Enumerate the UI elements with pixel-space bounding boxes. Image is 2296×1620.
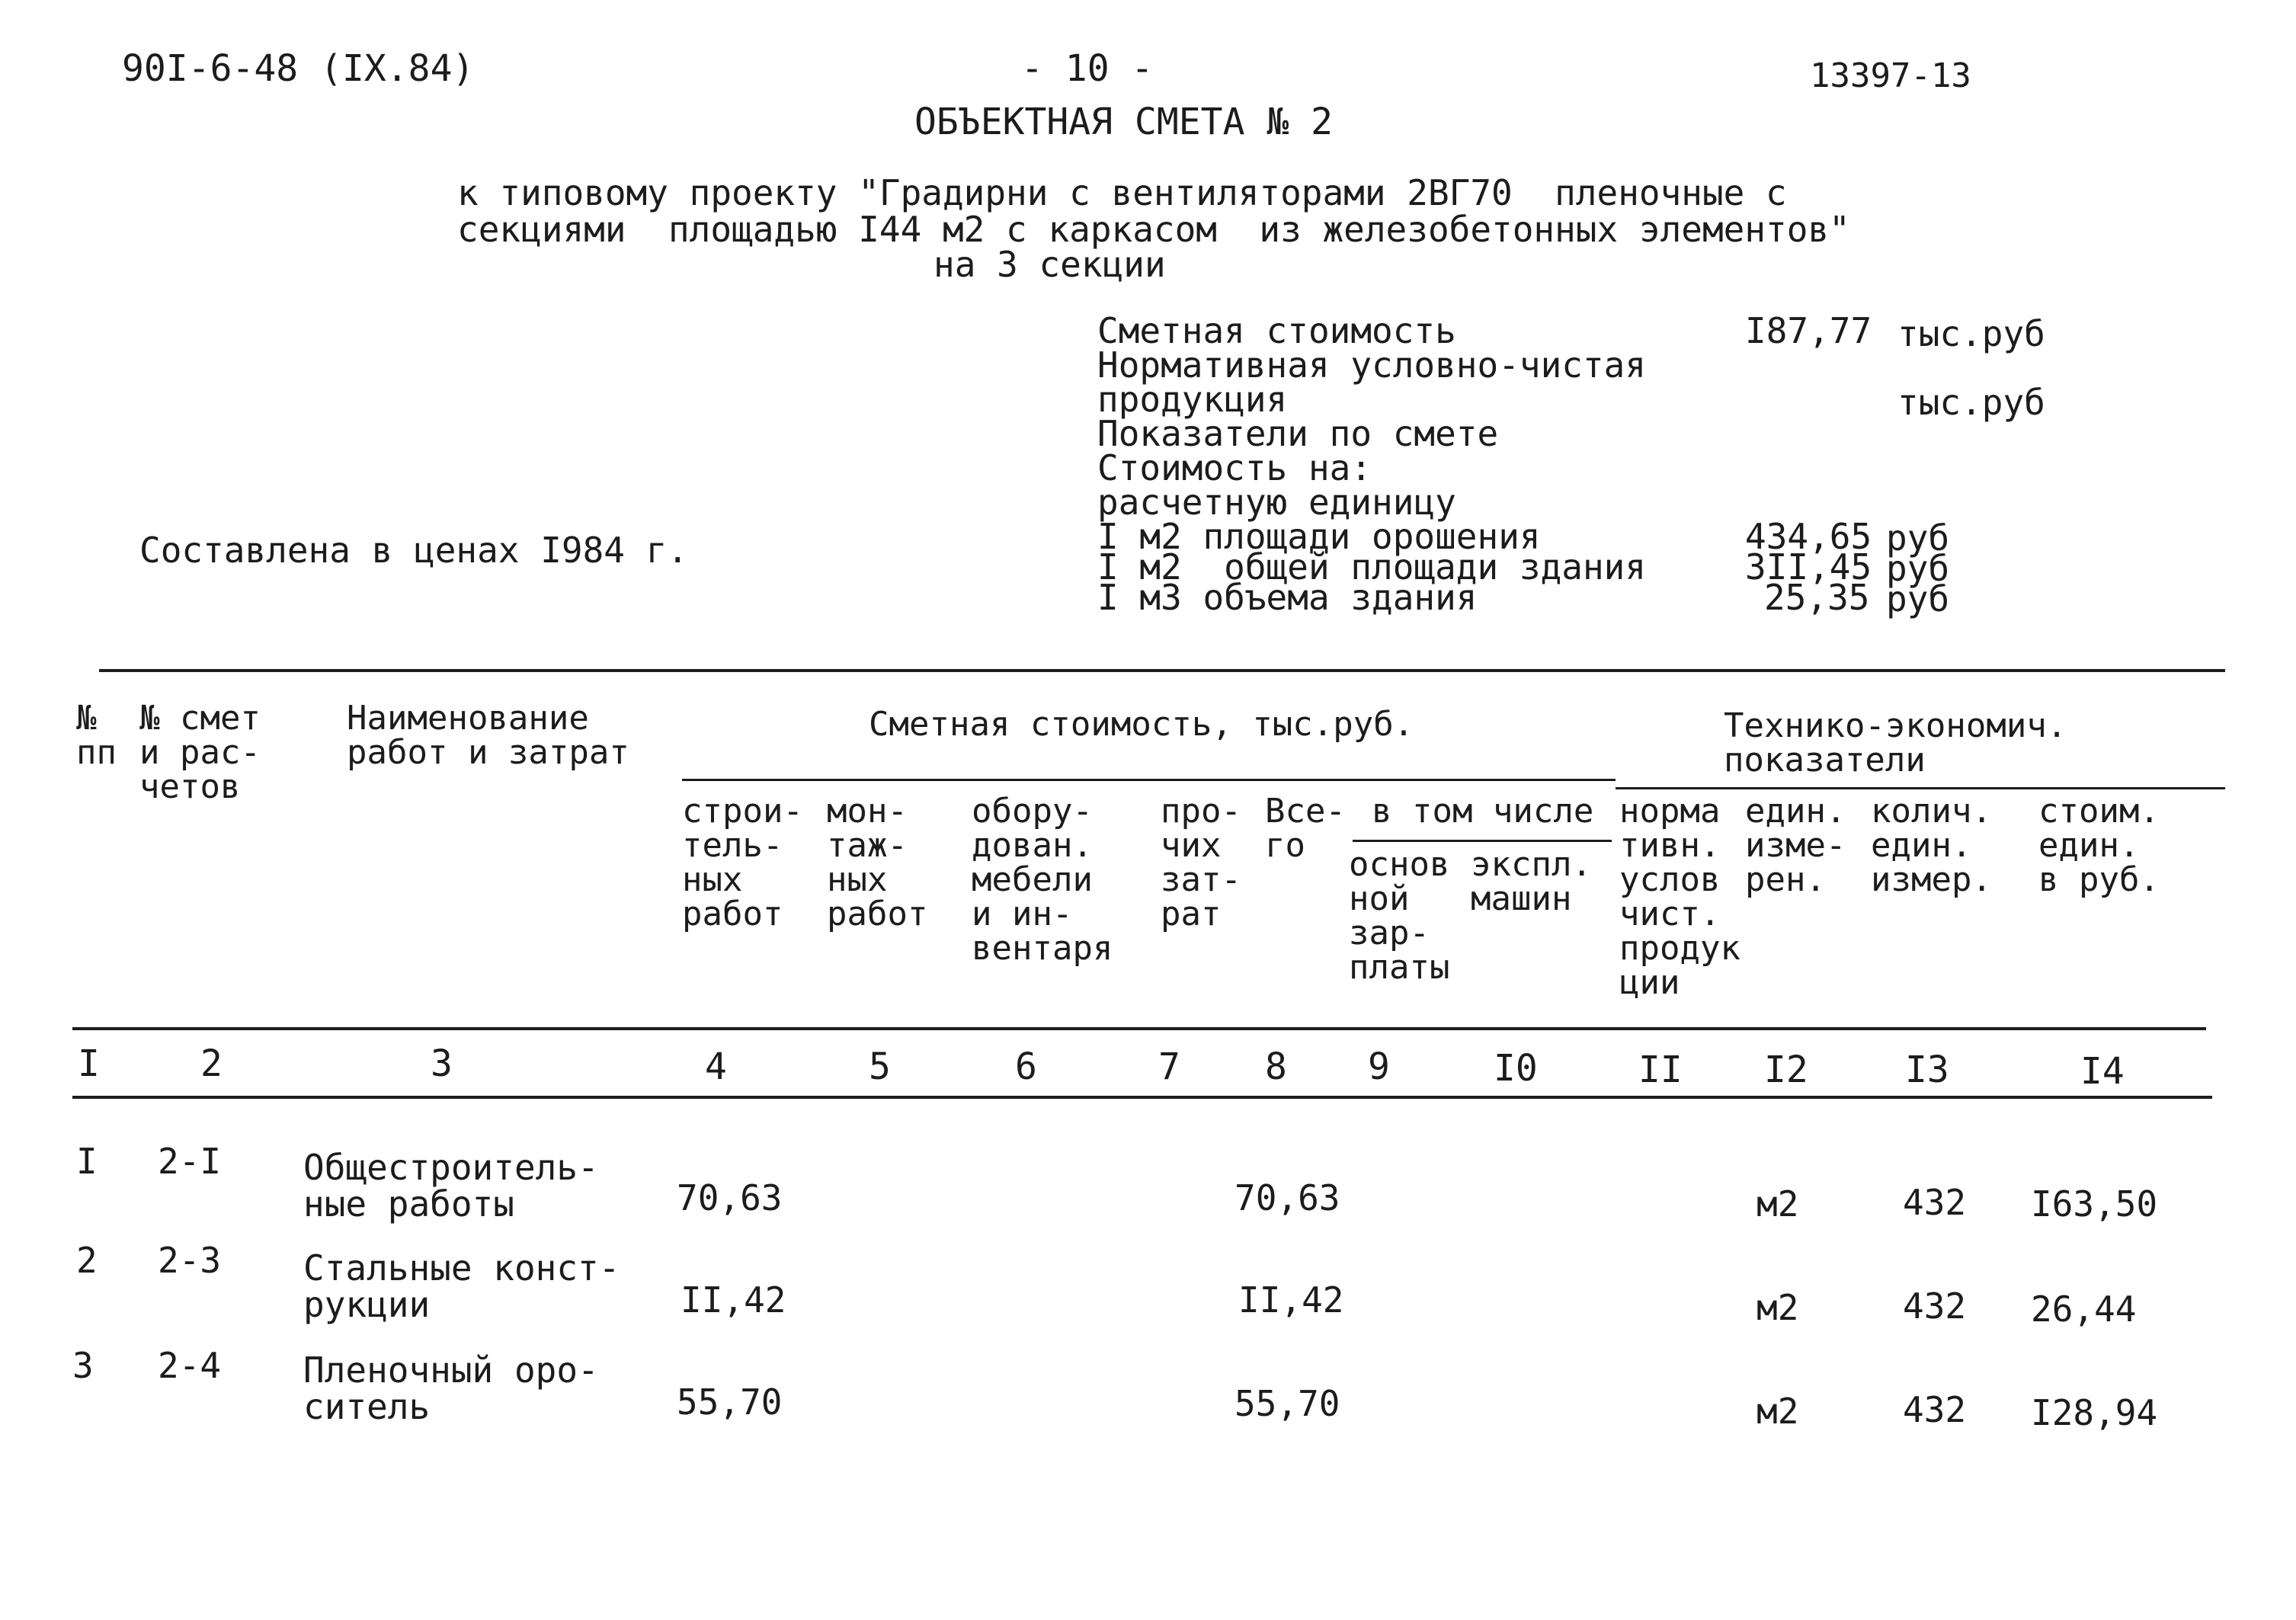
header-total: Все- го — [1265, 792, 1346, 865]
header-machine-operation: экспл. машин — [1471, 845, 1592, 918]
incl-group-rule — [1353, 840, 1612, 842]
work-name: Пленочный оро- ситель — [303, 1349, 599, 1427]
summary-row-unit: руб — [1886, 517, 1950, 559]
total-cost: 55,70 — [1234, 1383, 1340, 1424]
col-numbers-rule — [72, 1096, 2212, 1099]
total-cost: II,42 — [1238, 1279, 1344, 1321]
quantity: 432 — [1903, 1285, 1967, 1327]
column-number: 7 — [1158, 1045, 1180, 1088]
estimate-ref: 2-I — [158, 1141, 222, 1182]
column-number: II — [1638, 1049, 1683, 1091]
summary-row-value: 434,65 — [1745, 516, 1872, 557]
header-other-costs: про- чих зат- рат — [1161, 792, 1241, 933]
indicators-label: Показатели по смете — [1097, 413, 1499, 454]
column-number: I4 — [2080, 1050, 2125, 1093]
header-unit-cost: стоим. един. в руб. — [2038, 792, 2160, 899]
construction-cost: II,42 — [680, 1279, 786, 1321]
header-equipment: обору- дован. мебели и ин- вентаря — [972, 792, 1113, 968]
per-unit-label: расчетную единицу — [1097, 482, 1456, 523]
column-number: I — [78, 1042, 100, 1085]
column-number: I0 — [1494, 1047, 1538, 1090]
header-cost-group: Сметная стоимость, тыс.руб. — [869, 705, 1414, 744]
header-row-number: № пп — [76, 699, 117, 772]
summary-row-label: I м3 объема здания — [1097, 577, 1478, 618]
page-title: ОБЪЕКТНАЯ СМЕТА № 2 — [914, 101, 1334, 143]
column-number: 4 — [705, 1045, 727, 1088]
unit: м2 — [1756, 1183, 1799, 1225]
document-number: 13397-13 — [1810, 56, 1971, 95]
column-number: 6 — [1015, 1045, 1037, 1088]
work-name: Стальные конст- рукции — [303, 1247, 620, 1325]
row-number: I — [76, 1141, 98, 1182]
column-number: 8 — [1265, 1045, 1287, 1088]
cost-on-label: Стоимость на: — [1097, 447, 1372, 488]
summary-row-label: I м2 площади орошения — [1097, 516, 1541, 557]
header-installation-works: мон- таж- ных работ — [827, 792, 928, 933]
estimated-cost-label: Сметная стоимость — [1097, 310, 1456, 351]
normative-unit: тыс.руб — [1897, 382, 2045, 423]
estimated-cost-unit: тыс.руб — [1897, 313, 2045, 354]
estimate-ref: 2-3 — [158, 1240, 222, 1281]
unit-cost: I63,50 — [2031, 1183, 2158, 1225]
tech-group-rule — [1616, 787, 2225, 789]
column-number: I3 — [1905, 1049, 1949, 1091]
table-top-rule — [99, 669, 2225, 672]
page-number: - 10 - — [1021, 47, 1154, 90]
column-number: 3 — [431, 1042, 453, 1085]
unit: м2 — [1756, 1287, 1799, 1328]
estimate-ref: 2-4 — [158, 1345, 222, 1386]
row-number: 3 — [72, 1345, 94, 1386]
document-code: 90I-6-48 (IX.84) — [122, 47, 475, 90]
header-tech-group: Технико-экономич. показатели — [1724, 706, 2067, 780]
unit: м2 — [1756, 1391, 1799, 1432]
unit-cost: I28,94 — [2031, 1392, 2158, 1433]
header-base-salary: основ ной зар- платы — [1349, 845, 1450, 987]
header-normative-product: норма тивн. услов чист. продук ции — [1619, 792, 1740, 1002]
header-construction-works: строи- тель- ных работ — [682, 792, 803, 933]
quantity: 432 — [1903, 1389, 1967, 1430]
subtitle-line-3: на 3 секции — [933, 244, 1166, 285]
header-quantity: колич. един. измер. — [1871, 792, 1992, 899]
summary-row-label: I м2 общей площади здания — [1097, 546, 1647, 587]
prices-note: Составлена в ценах I984 г. — [139, 530, 689, 571]
normative-label-2: продукция — [1097, 379, 1288, 420]
summary-row-value: 25,35 — [1764, 577, 1870, 618]
header-work-name: Наименование работ и затрат — [347, 699, 629, 772]
summary-row-value: 3II,45 — [1745, 546, 1872, 587]
header-including: в том числе — [1372, 792, 1594, 831]
normative-label-1: Нормативная условно-чистая — [1097, 344, 1647, 386]
row-number: 2 — [76, 1240, 98, 1281]
work-name: Общестроитель- ные работы — [303, 1147, 599, 1225]
unit-cost: 26,44 — [2031, 1289, 2137, 1330]
total-cost: 70,63 — [1234, 1177, 1340, 1218]
summary-row-unit: руб — [1886, 578, 1950, 620]
construction-cost: 70,63 — [677, 1177, 783, 1218]
estimated-cost-value: I87,77 — [1745, 310, 1872, 351]
construction-cost: 55,70 — [677, 1381, 783, 1423]
column-number: 9 — [1368, 1045, 1390, 1088]
summary-row-unit: руб — [1886, 548, 1950, 589]
column-number: I2 — [1764, 1049, 1808, 1091]
cost-group-rule — [682, 779, 1616, 781]
column-number: 5 — [869, 1045, 891, 1088]
subtitle-line-2: секциями площадью I44 м2 с каркасом из железобетонных элементов" — [457, 209, 1850, 250]
header-unit: един. изме- рен. — [1745, 792, 1846, 899]
column-number: 2 — [200, 1042, 223, 1085]
header-estimate-number: № смет и рас- четов — [139, 699, 261, 806]
subtitle-line-1: к типовому проекту "Градирни с вентиляторами 2ВГ70 пленочные с — [457, 172, 1787, 213]
quantity: 432 — [1903, 1182, 1967, 1223]
header-bottom-rule — [72, 1027, 2206, 1030]
